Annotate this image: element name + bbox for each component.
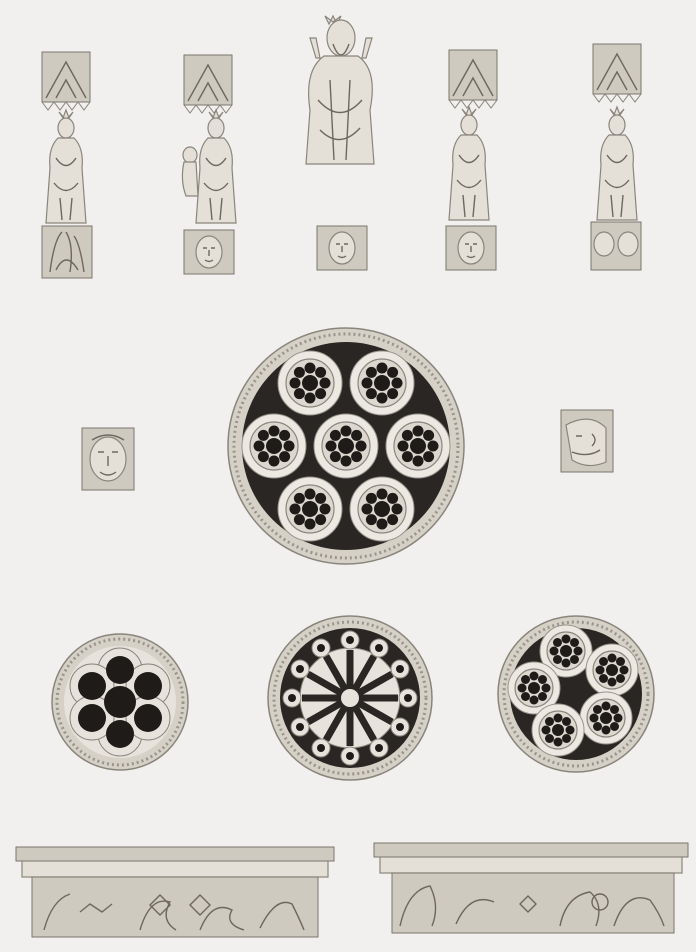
virgin-and-child-statue (182, 55, 236, 274)
blessing-christ-figure (306, 16, 374, 270)
left-carved-lintel (16, 847, 334, 937)
praying-queen-statue (591, 44, 641, 270)
lion-head-block (82, 428, 134, 490)
crowned-queen-statue (42, 52, 92, 278)
crowned-saint-statue (446, 50, 497, 270)
right-carved-lintel (374, 843, 688, 933)
middle-wheel-window (268, 616, 432, 780)
central-rose-window (228, 328, 464, 564)
right-rose-window (498, 616, 654, 772)
boar-head-block (561, 410, 613, 472)
left-rose-window (52, 634, 188, 770)
